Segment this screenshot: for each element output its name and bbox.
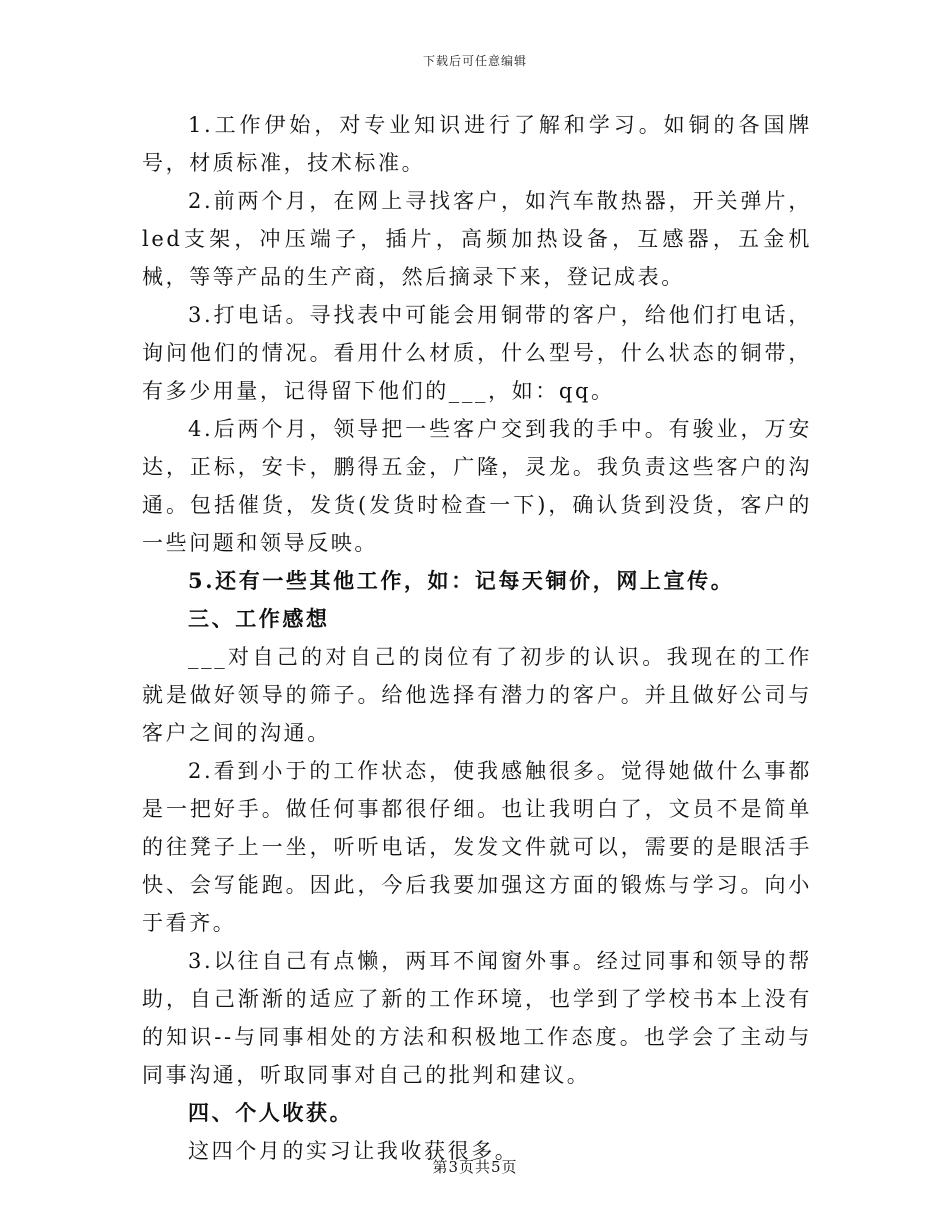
section-heading-3: 三、工作感想 <box>188 606 330 631</box>
paragraph-5: 5.还有一些其他工作，如：记每天铜价，网上宣传。 <box>188 568 735 593</box>
paragraph-9: 这四个月的实习让我收获很多。 <box>188 1139 519 1163</box>
paragraph-6: ___对自己的对自己的岗位有了初步的认识。我现在的工作就是做好领导的筛子。给他选择有潜力的客户。并且做好公司与客户之间的沟通。 <box>142 645 812 745</box>
paragraph-8: 3.以往自己有点懒，两耳不闻窗外事。经过同事和领导的帮助，自己渐渐的适应了新的工作环境，也学到了学校书本上没有的知识--与同事相处的方法和积极地工作态度。也学会了主动与同事沟通，听取同事对自己的批判和建议。 <box>142 949 812 1087</box>
paragraph-4: 4.后两个月，领导把一些客户交到我的手中。有骏业，万安达，正标，安卡，鹏得五金，广隆，灵龙。我负责这些客户的沟通。包括催货，发货(发货时检查一下)，确认货到没货，客户的一些问题和领导反映。 <box>142 417 812 555</box>
paragraph-1: 1.工作伊始，对专业知识进行了解和学习。如铜的各国牌号，材质标准，技术标准。 <box>142 113 812 175</box>
page-header: 下载后可任意编辑 <box>422 54 527 68</box>
section-heading-4: 四、个人收获。 <box>188 1100 354 1125</box>
page-footer: 第3页共5页 <box>432 1158 518 1176</box>
document-body <box>142 106 812 1170</box>
paragraph-3: 3.打电话。寻找表中可能会用铜带的客户，给他们打电话，询问他们的情况。看用什么材质，什么型号，什么状态的铜带，有多少用量，记得留下他们的___，如：qq。 <box>142 303 812 403</box>
paragraph-7: 2.看到小于的工作状态，使我感触很多。觉得她做什么事都是一把好手。做任何事都很仔细。也让我明白了，文员不是简单的往凳子上一坐，听听电话，发发文件就可以，需要的是眼活手快、会写能跑。因此，今后我要加强这方面的锻炼与学习。向小于看齐。 <box>142 759 812 935</box>
paragraph-2: 2.前两个月，在网上寻找客户，如汽车散热器，开关弹片，led支架，冲压端子，插片，高频加热设备，互感器，五金机械，等等产品的生产商，然后摘录下来，登记成表。 <box>142 189 812 289</box>
